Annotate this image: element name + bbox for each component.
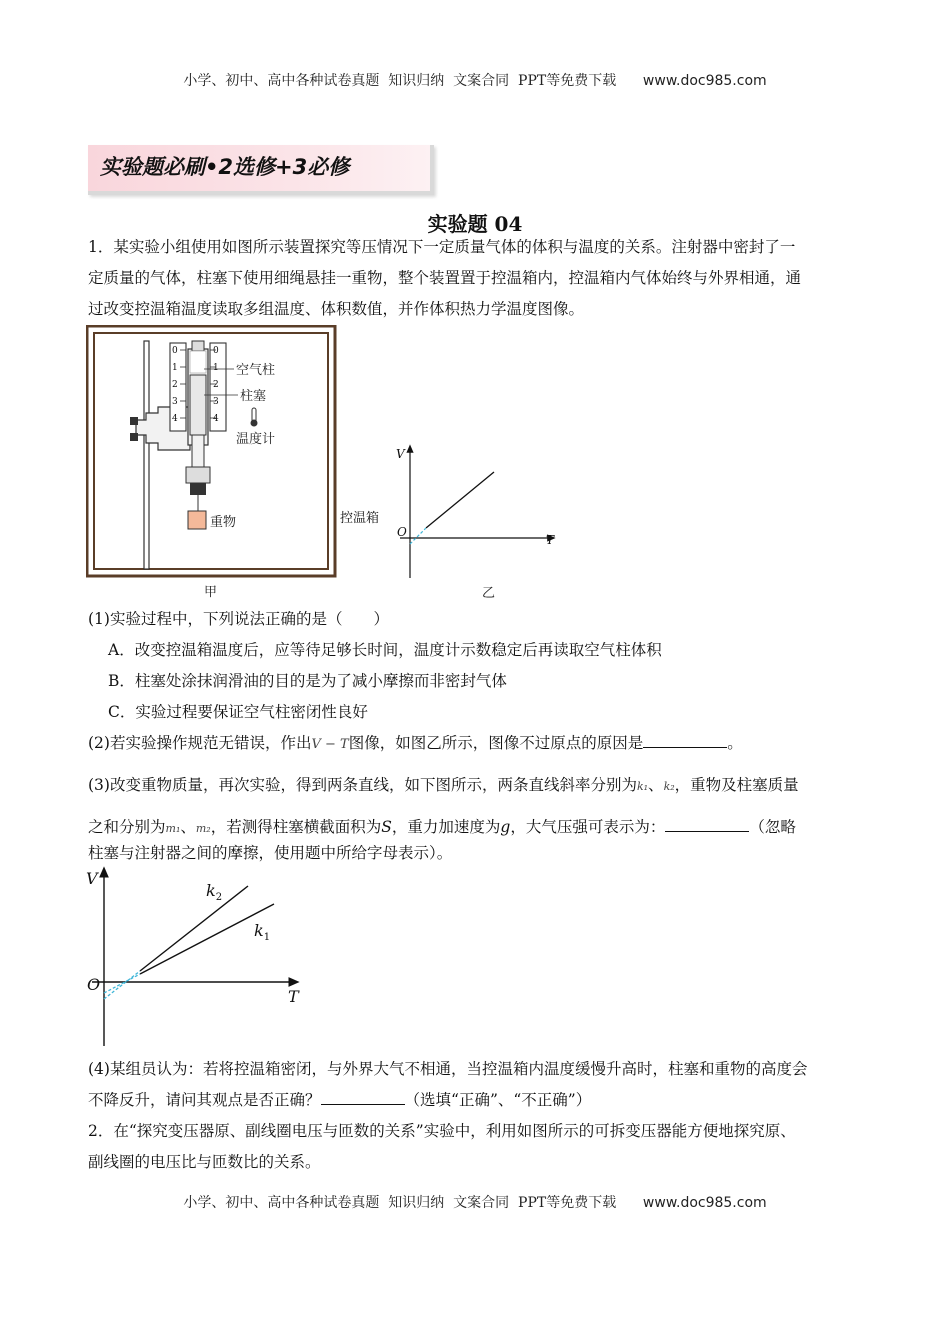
plunger-rod [192, 435, 204, 467]
q2-intro [88, 1116, 863, 1178]
scale-3: 3 [172, 397, 178, 407]
yi-label-t: T [546, 533, 555, 547]
formula-vt: V − T [311, 737, 349, 752]
scale-0: 0 [172, 346, 178, 356]
svg-text:1: 1 [213, 363, 219, 373]
q1-option-a[interactable]: A．改变控温箱温度后，应等待足够长时间，温度计示数稳定后再读取空气柱体积 [108, 641, 662, 659]
figure-yi [390, 440, 570, 600]
fig3-label-t: T [288, 987, 299, 1006]
q1-line1: 1．某实验小组使用如图所示装置探究等压情况下一定质量气体的体积与温度的关系。注射器中密封了一 [88, 238, 796, 256]
page-footer [0, 1192, 950, 1212]
label-control-box: 控温箱 [340, 511, 380, 526]
footer-text: 小学、初中、高中各种试卷真题 知识归纳 文案合同 PPT等免费下载 [183, 1195, 617, 1211]
header-url[interactable]: www.doc985.com [642, 73, 767, 89]
symbol-k1: k₁ [636, 780, 649, 793]
q1-option-c[interactable]: C．实验过程要保证空气柱密闭性良好 [108, 703, 368, 721]
page-title: 实验题 04 [427, 212, 523, 236]
blank-sub4[interactable] [321, 1090, 405, 1105]
label-weight: 重物 [210, 515, 237, 530]
figure-jia [86, 325, 338, 600]
fig3-label-o: O [87, 975, 101, 994]
q2-line1: 2．在“探究变压器原、副线圈电压与匝数的关系”实验中，利用如图所示的可拆变压器能方便地探究原、 [88, 1122, 796, 1140]
svg-text:4: 4 [213, 414, 219, 424]
thermometer-icon [251, 408, 258, 427]
fig3-line-k2 [140, 886, 248, 971]
weight [188, 511, 206, 529]
yi-label-v: V [396, 447, 405, 461]
svg-text:3: 3 [213, 397, 219, 407]
q1-sub4: (4)某组员认为：若将控温箱密闭，与外界大气不相通，当控温箱内温度缓慢升高时，柱塞和重物的高度会 不降反升，请问其观点是否正确？ （选填“正确”、“不正确”） [88, 1054, 863, 1116]
symbol-k2: k₂ [663, 780, 675, 793]
scale-2: 2 [172, 380, 178, 390]
syringe-cap [192, 341, 204, 351]
plunger [190, 375, 206, 435]
page-header [0, 70, 950, 90]
caption-jia: 甲 [204, 585, 218, 600]
q1-sub2: (2)若实验操作规范无错误，作出V − T图像，如图乙所示，图像不过原点的原因是 。 [88, 734, 743, 752]
fig3-label-v: V [86, 869, 98, 888]
clamp-screw-top [130, 417, 138, 425]
yi-label-o: O [397, 525, 407, 539]
q1-line2: 定质量的气体，柱塞下使用细绳悬挂一重物，整个装置置于控温箱内，控温箱内气体始终与外界相通，通 [88, 269, 802, 287]
symbol-s: S [381, 818, 392, 836]
stand-rod [144, 341, 149, 569]
q1-sub3: (3)改变重物质量，再次实验，得到两条直线，如下图所示，两条直线斜率分别为k₁、k₂，重物及柱塞质量 之和分别为m₁、m₂，若测得柱塞横截面积为S，重力加速度为g，大气压强可表示为： （忽略 [88, 776, 799, 836]
air-column [190, 351, 206, 373]
fig3-ext-k2 [104, 971, 140, 999]
yi-line [426, 472, 494, 528]
q1-intro [88, 232, 863, 325]
blank-sub2[interactable] [643, 733, 727, 748]
fig3-label-k1: $k_1$ [254, 921, 271, 943]
scale-1: 1 [172, 363, 178, 373]
fig3-ext-k1 [104, 974, 140, 993]
symbol-m1: m₁ [165, 822, 181, 835]
blank-sub3[interactable] [665, 817, 749, 832]
yi-extension [410, 528, 426, 544]
label-plunger: 柱塞 [240, 389, 267, 404]
q1-sub3-line3: 柱塞与注射器之间的摩擦，使用题中所给字母表示）。 [88, 844, 453, 862]
figure-k1-k2 [84, 866, 314, 1050]
q1-sub4-line1: (4)某组员认为：若将控温箱密闭，与外界大气不相通，当控温箱内温度缓慢升高时，柱塞和重物的高度会 [88, 1060, 808, 1078]
plunger-end [190, 483, 206, 495]
clamp-screw-bottom [130, 433, 138, 441]
q2-line2: 副线圈的电压比与匝数比的关系。 [88, 1153, 321, 1171]
label-thermometer: 温度计 [236, 432, 276, 447]
label-air-column: 空气柱 [236, 363, 276, 378]
banner-text: 实验题必刷•2选修+3必修 [100, 155, 350, 179]
scale-4: 4 [172, 414, 178, 424]
q1-sub1-stem: (1)实验过程中，下列说法正确的是（ ） [88, 610, 389, 628]
symbol-g: g [500, 818, 511, 836]
symbol-m2: m₂ [195, 822, 211, 835]
plunger-base [186, 467, 210, 483]
footer-url[interactable]: www.doc985.com [642, 1195, 767, 1211]
caption-yi: 乙 [482, 586, 496, 600]
header-text: 小学、初中、高中各种试卷真题 知识归纳 文案合同 PPT等免费下载 [183, 73, 617, 89]
svg-text:2: 2 [213, 380, 219, 390]
q1-option-b[interactable]: B．柱塞处涂抹润滑油的目的是为了减小摩擦而非密封气体 [108, 672, 507, 690]
q1-line3: 过改变控温箱温度读取多组温度、体积数值，并作体积热力学温度图像。 [88, 300, 585, 318]
fig3-label-k2: $k_2$ [206, 881, 223, 903]
svg-text:0: 0 [213, 346, 219, 356]
section-banner [88, 145, 434, 195]
